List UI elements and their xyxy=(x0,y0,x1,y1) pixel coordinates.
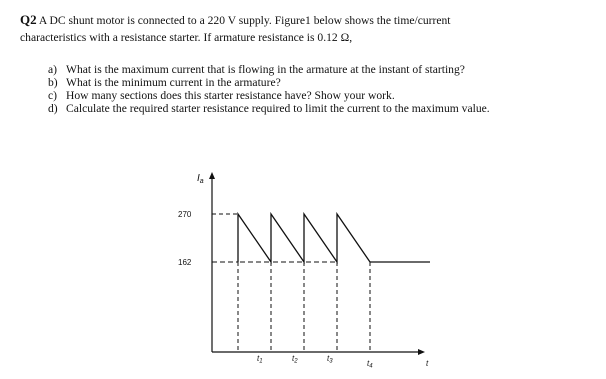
x-axis-label: t xyxy=(426,359,429,368)
sub-question-text: What is the minimum current in the armature? xyxy=(66,76,281,89)
x-tick-label: t2 xyxy=(292,354,298,365)
y-tick-label: 162 xyxy=(178,258,192,267)
sub-question-text: Calculate the required starter resistance required to limit the current to the maximum value. xyxy=(66,102,490,115)
x-tick-label: t1 xyxy=(257,354,263,365)
y-axis-label: $I_a$ xyxy=(197,173,204,185)
current-sawtooth-series xyxy=(238,214,370,262)
x-tick-label: t4 xyxy=(367,359,373,370)
sub-question-marker: c) xyxy=(48,89,58,102)
sub-question-text: How many sections does this starter resistance have? Show your work. xyxy=(66,89,395,102)
x-tick-label: t3 xyxy=(327,354,333,365)
question-intro-line-2: characteristics with a resistance starter. If armature resistance is 0.12 Ω, xyxy=(20,31,353,44)
sub-question-text: What is the maximum current that is flowing in the armature at the instant of starting? xyxy=(66,63,465,76)
y-axis-arrow-icon xyxy=(209,172,215,179)
sub-question-marker: d) xyxy=(48,102,58,115)
question-number: Q2 xyxy=(20,12,37,27)
question-intro-line-1: A DC shunt motor is connected to a 220 V supply. Figure1 below shows the time/current xyxy=(38,14,451,27)
x-axis-arrow-icon xyxy=(418,349,425,355)
sub-question-marker: b) xyxy=(48,76,58,89)
sub-question-marker: a) xyxy=(48,63,58,76)
y-tick-label: 270 xyxy=(178,210,192,219)
